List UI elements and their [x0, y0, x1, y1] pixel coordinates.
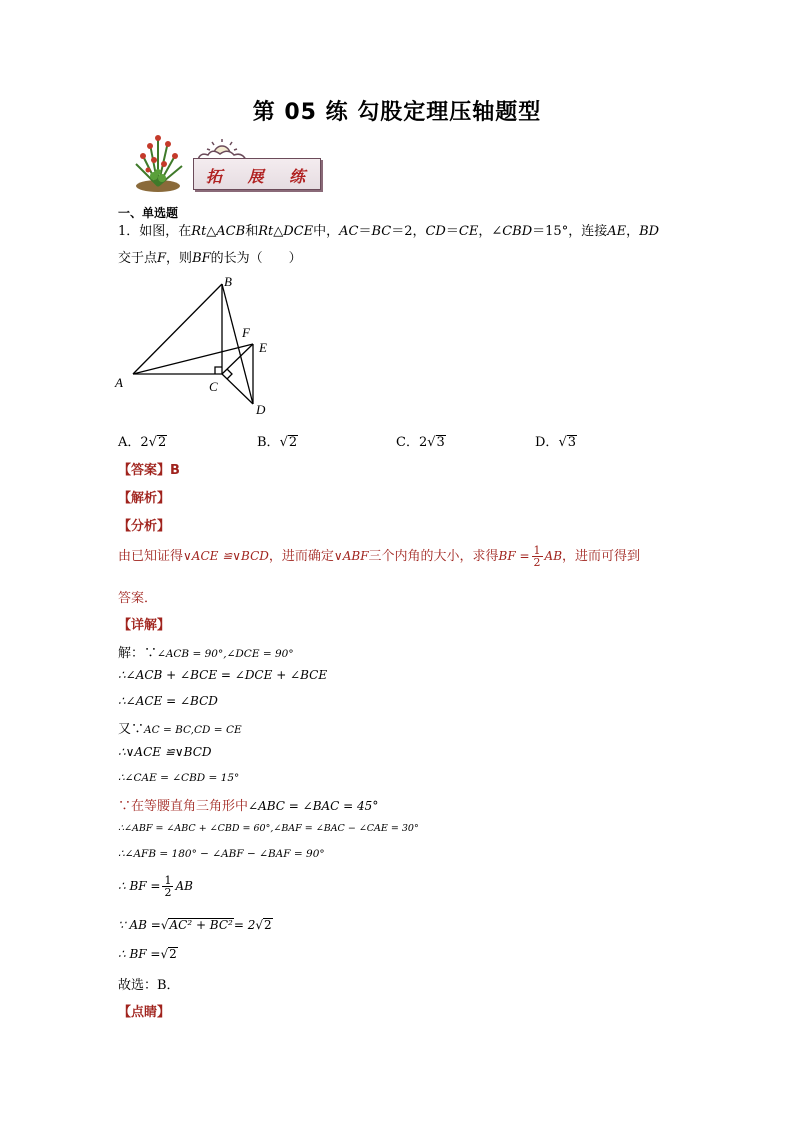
label-B: B	[224, 274, 232, 289]
step-1: 解：∵∠ACB = 90°,∠DCE = 90°	[118, 646, 294, 661]
step-13: 故选：B．	[118, 978, 180, 993]
option-a[interactable]: A．2√2	[118, 435, 167, 450]
label-E: E	[259, 340, 267, 355]
fenxi-label: 【分析】	[118, 519, 171, 534]
detail-label: 【详解】	[118, 618, 171, 633]
label-C: C	[209, 379, 218, 394]
geometry-figure	[110, 270, 290, 420]
fenxi-fraction: $\frac{1}{2}$	[533, 544, 541, 569]
question-line-2: 交于点F，则BF的长为（ ）	[118, 251, 302, 266]
option-d[interactable]: D．√3	[535, 435, 577, 450]
step-4: 又∵AC = BC,CD = CE	[118, 722, 242, 737]
label-A: A	[115, 375, 123, 390]
step-10-fraction: $\frac{1}{2}$	[164, 874, 172, 899]
banner-label: 拓 展 练	[206, 167, 316, 186]
step-3: ∴∠ACE = ∠BCD	[118, 694, 218, 708]
label-F: F	[242, 325, 250, 340]
question-line-1: 1．如图，在Rt△ACB和Rt△DCE中，AC＝BC＝2，CD＝CE，∠CBD＝15°，连接AE，BD	[118, 224, 660, 239]
fenxi-text: 由已知证得∨ACE ≌∨BCD，进而确定∨ABF三个内角的大小，求得BF = $\frac{1}{2}$ AB，进而可得到	[118, 544, 641, 569]
answer-line: 【答案】B	[118, 463, 180, 478]
step-2: ∴∠ACB + ∠BCE = ∠DCE + ∠BCE	[118, 668, 328, 682]
section-banner	[193, 158, 321, 190]
dianjing-label: 【点睛】	[118, 1005, 171, 1020]
step-7: ∵在等腰直角三角形中∠ABC = ∠BAC = 45°	[118, 799, 379, 814]
step-9: ∴∠AFB = 180° − ∠ABF − ∠BAF = 90°	[118, 848, 325, 860]
option-c[interactable]: C．2√3	[396, 435, 445, 450]
step-5: ∴∨ACE ≌∨BCD	[118, 745, 212, 759]
fenxi-text-2: 答案．	[118, 591, 158, 606]
section-heading: 一、单选题	[118, 206, 179, 220]
step-6: ∴∠CAE = ∠CBD = 15°	[118, 772, 240, 784]
step-8: ∴∠ABF = ∠ABC + ∠CBD = 60°,∠BAF = ∠BAC − ∠CAE = 30°	[118, 823, 419, 834]
step-12: ∴ BF =√2	[118, 947, 177, 961]
label-D: D	[256, 402, 266, 417]
page-title: 第 05 练 勾股定理压轴题型	[252, 100, 542, 125]
step-11: ∵ AB =√AC² + BC²= 2√2	[118, 918, 272, 932]
flower-decoration-image	[128, 124, 192, 194]
option-b[interactable]: B．√2	[257, 435, 298, 450]
analysis-label: 【解析】	[118, 491, 171, 506]
step-10: ∴ BF = $\frac{1}{2}$ AB	[118, 874, 193, 899]
